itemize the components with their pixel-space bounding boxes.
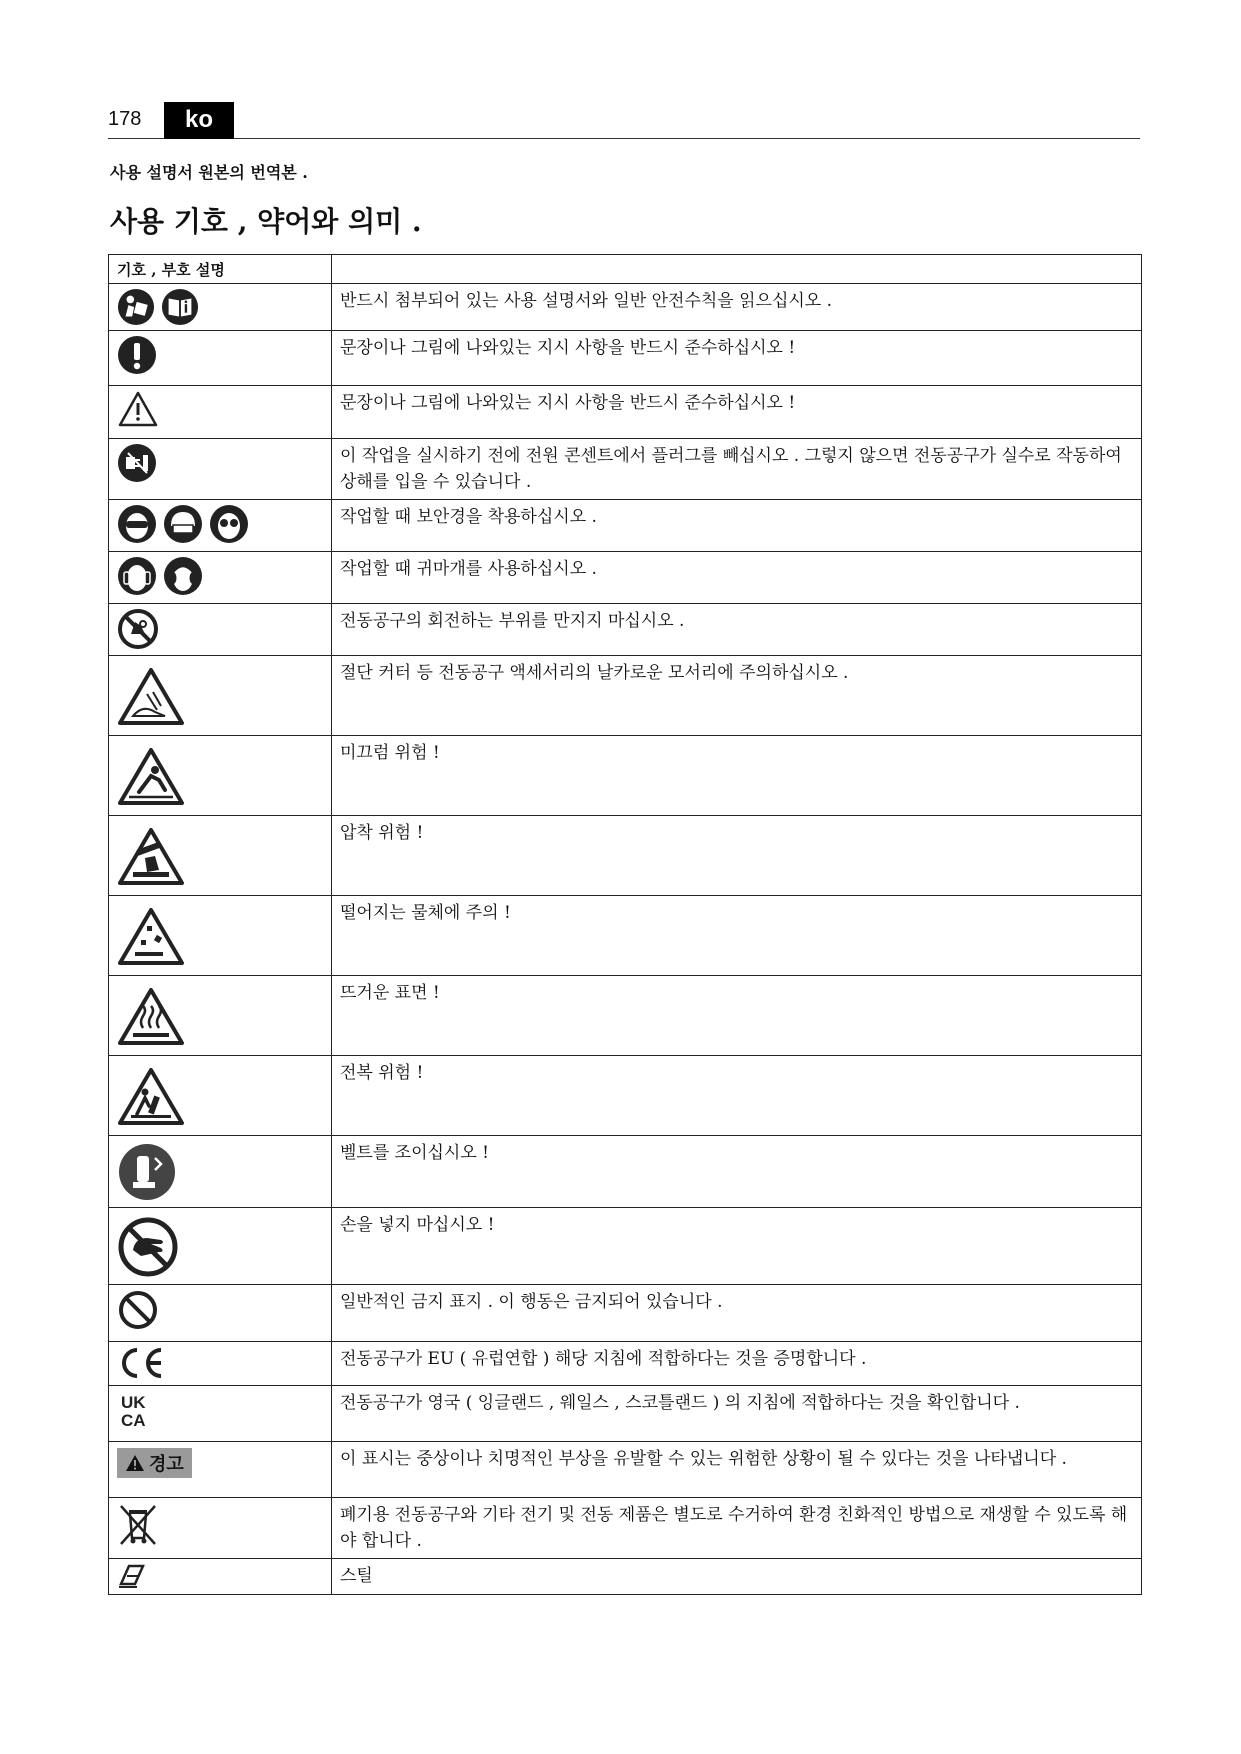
row-description: 전복 위험 ! [332,1056,1142,1136]
table-row [109,896,1142,976]
table-row [109,1442,1142,1498]
table-row [109,500,1142,552]
page-header [108,96,1140,139]
row-description: 일반적인 금지 표지 . 이 행동은 금지되어 있습니다 . [332,1285,1142,1342]
row-description: 전동공구의 회전하는 부위를 만지지 마십시오 . [332,604,1142,656]
svg-text:UK: UK [121,1393,146,1412]
table-row [109,656,1142,736]
row-description: 전동공구가 EU ( 유럽연합 ) 해당 지침에 적합하다는 것을 증명합니다 . [332,1342,1142,1386]
table-row [109,331,1142,386]
read-manual-icon [117,288,155,326]
no-touch-rotating-icon [117,608,159,650]
face-shield-icon [117,504,157,544]
row-description: 이 작업을 실시하기 전에 전원 콘센트에서 플러그를 빼십시오 . 그렇지 않으면 전동공구가 실수로 작동하여 상해를 입을 수 있습니다 . [332,439,1142,500]
prohibition-icon [117,1289,159,1331]
warning-label-icon [117,1448,192,1478]
falling-objects-icon [117,906,185,966]
row-description: 손을 넣지 마십시오 ! [332,1208,1142,1285]
page-number: 178 [108,108,142,130]
no-hands-icon [117,1216,179,1278]
row-description: 전동공구가 영국 ( 잉글랜드 , 웨일스 , 스코틀랜드 ) 의 지침에 적합하다는 것을 확인합니다 . [332,1386,1142,1442]
row-description: 작업할 때 귀마개를 사용하십시오 . [332,552,1142,604]
table-row [109,386,1142,439]
row-description: 스틸 [332,1559,1142,1595]
table-row [109,1208,1142,1285]
ce-mark-icon [117,1346,165,1380]
table-row [109,976,1142,1056]
table-row [109,1136,1142,1208]
safety-goggles-icon [209,504,249,544]
table-row [109,1386,1142,1442]
section-title: 사용 기호 , 약어와 의미 . [110,205,422,238]
helmet-visor-icon [163,504,203,544]
unplug-icon [117,443,157,483]
row-description: 문장이나 그림에 나와있는 지시 사항을 반드시 준수하십시오 ! [332,331,1142,386]
language-badge: ko [164,102,234,139]
warning-triangle-icon [117,390,159,428]
steel-material-icon [117,1562,147,1590]
book-info-icon [161,288,199,326]
table-row [109,736,1142,816]
table-row [109,1285,1142,1342]
row-description: 문장이나 그림에 나와있는 지시 사항을 반드시 준수하십시오 ! [332,386,1142,439]
table-row [109,1498,1142,1559]
row-description: 압착 위험 ! [332,816,1142,896]
warning-label-text: 경고 [149,1454,184,1475]
ear-muffs-icon [163,556,203,596]
row-description: 떨어지는 물체에 주의 ! [332,896,1142,976]
hot-surface-icon [117,986,185,1046]
table-row [109,552,1142,604]
slip-hazard-icon [117,746,185,806]
tighten-belt-icon [117,1142,177,1202]
row-description: 폐기용 전동공구와 기타 전기 및 전동 제품은 별도로 수거하여 환경 친화적인 방법으로 재생할 수 있도록 해야 합니다 . [332,1498,1142,1559]
crush-hazard-icon [117,826,185,886]
row-description: 미끄럼 위험 ! [332,736,1142,816]
row-description: 뜨거운 표면 ! [332,976,1142,1056]
svg-text:CA: CA [121,1411,146,1430]
row-description: 절단 커터 등 전동공구 액세서리의 날카로운 모서리에 주의하십시오 . [332,656,1142,736]
symbol-column-header: 기호 , 부호 설명 [109,255,332,284]
table-row [109,1559,1142,1595]
translation-note: 사용 설명서 원본의 번역본 . [110,163,308,182]
symbols-table [108,254,1142,1595]
row-description: 작업할 때 보안경을 착용하십시오 . [332,500,1142,552]
table-row [109,816,1142,896]
sharp-edge-warning-icon [117,666,185,726]
mandatory-exclamation-icon [117,335,157,375]
row-description: 이 표시는 중상이나 치명적인 부상을 유발할 수 있는 위험한 상황이 될 수 있다는 것을 나타냅니다 . [332,1442,1142,1498]
table-header-row [109,255,1142,284]
description-column-header [332,255,1142,284]
ear-protection-icon [117,556,157,596]
table-row [109,439,1142,500]
table-row [109,604,1142,656]
tip-over-icon [117,1066,185,1126]
table-row [109,1342,1142,1386]
table-row [109,1056,1142,1136]
row-description: 반드시 첨부되어 있는 사용 설명서와 일반 안전수칙을 읽으십시오 . [332,284,1142,331]
table-row [109,284,1142,331]
ukca-mark-icon [117,1390,157,1430]
weee-bin-icon [117,1502,159,1548]
row-description: 벨트를 조이십시오 ! [332,1136,1142,1208]
